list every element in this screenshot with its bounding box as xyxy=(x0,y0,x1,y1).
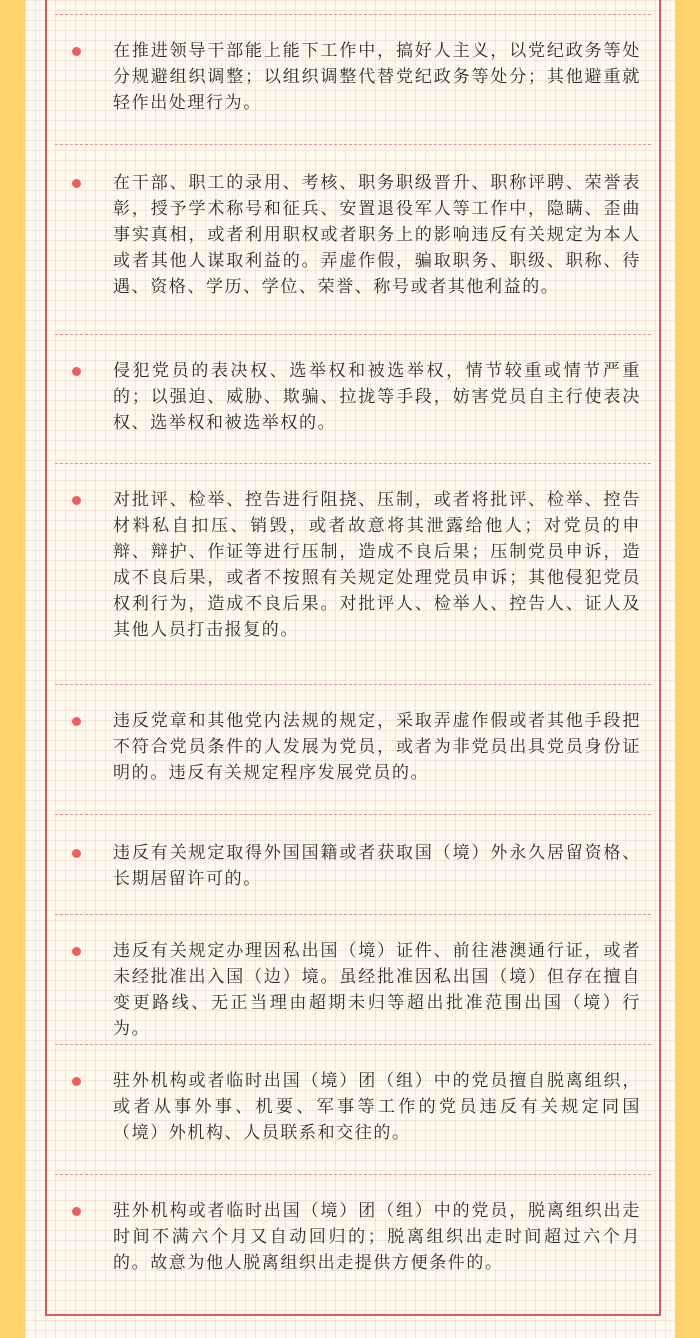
list-item-text: 驻外机构或者临时出国（境）团（组）中的党员，脱离组织出走时间不满六个月又自动回归的；脱离组织出走时间超过六个月的。故意为他人脱离组织出走提供方便条件的。 xyxy=(113,1201,641,1273)
list-item-text: 违反党章和其他党内法规的规定，采取弄虚作假或者其他手段把不符合党员条件的人发展为党员，或者为非党员出具党员身份证明的。违反有关规定程序发展党员的。 xyxy=(113,711,641,783)
dashed-divider xyxy=(55,1174,651,1175)
dashed-divider xyxy=(55,914,651,915)
bullet-dot-icon xyxy=(72,717,81,726)
bullet-dot-icon xyxy=(72,849,81,858)
list-item-text: 违反有关规定取得外国国籍或者获取国（境）外永久居留资格、长期居留许可的。 xyxy=(113,843,641,889)
bullet-dot-icon xyxy=(72,1077,81,1086)
dashed-divider xyxy=(55,1044,651,1045)
grid-paper-background xyxy=(25,0,675,1338)
bullet-dot-icon xyxy=(72,1207,81,1216)
bullet-dot-icon xyxy=(72,367,81,376)
list-item-text: 驻外机构或者临时出国（境）团（组）中的党员擅自脱离组织，或者从事外事、机要、军事等工作的党员违反有关规定同国（境）外机构、人员联系和交往的。 xyxy=(113,1071,641,1143)
bullet-dot-icon xyxy=(72,179,81,188)
list-item-text: 在干部、职工的录用、考核、职务职级晋升、职称评聘、荣誉表彰，授予学术称号和征兵、安置退役军人等工作中，隐瞒、歪曲事实真相，或者利用职权或者职务上的影响违反有关规定为本人或者其他人谋取利益的。弄虚作假，骗取职务、职级、职称、待遇、资格、学历、学位、荣誉、称号或者其他利益的。 xyxy=(113,173,641,297)
dashed-divider xyxy=(55,334,651,335)
dashed-divider xyxy=(55,814,651,815)
list-item-text: 对批评、检举、控告进行阻挠、压制，或者将批评、检举、控告材料私自扣压、销毁，或者故意将其泄露给他人；对党员的申辩、辩护、作证等进行压制，造成不良后果；压制党员申诉，造成不良后果，或者不按照有关规定处理党员申诉；其他侵犯党员权利行为，造成不良后果。对批评人、检举人、控告人、证人及其他人员打击报复的。 xyxy=(113,490,641,640)
dashed-divider xyxy=(55,463,651,464)
dashed-divider xyxy=(55,144,651,145)
list-item-text: 在推进领导干部能上能下工作中，搞好人主义，以党纪政务等处分规避组织调整；以组织调整代替党纪政务等处分；其他避重就轻作出处理行为。 xyxy=(113,41,641,113)
list-item-text: 违反有关规定办理因私出国（境）证件、前往港澳通行证，或者未经批准出入国（边）境。虽经批准因私出国（境）但存在擅自变更路线、无正当理由超期未归等超出批准范围出国（境）行为。 xyxy=(113,941,641,1039)
dashed-divider xyxy=(55,14,651,15)
rules-card xyxy=(45,0,661,1316)
bullet-dot-icon xyxy=(72,47,81,56)
bullet-dot-icon xyxy=(72,496,81,505)
list-item-text: 侵犯党员的表决权、选举权和被选举权，情节较重或情节严重的；以强迫、威胁、欺骗、拉拢等手段，妨害党员自主行使表决权、选举权和被选举权的。 xyxy=(113,361,641,433)
dashed-divider xyxy=(55,684,651,685)
bullet-dot-icon xyxy=(72,947,81,956)
